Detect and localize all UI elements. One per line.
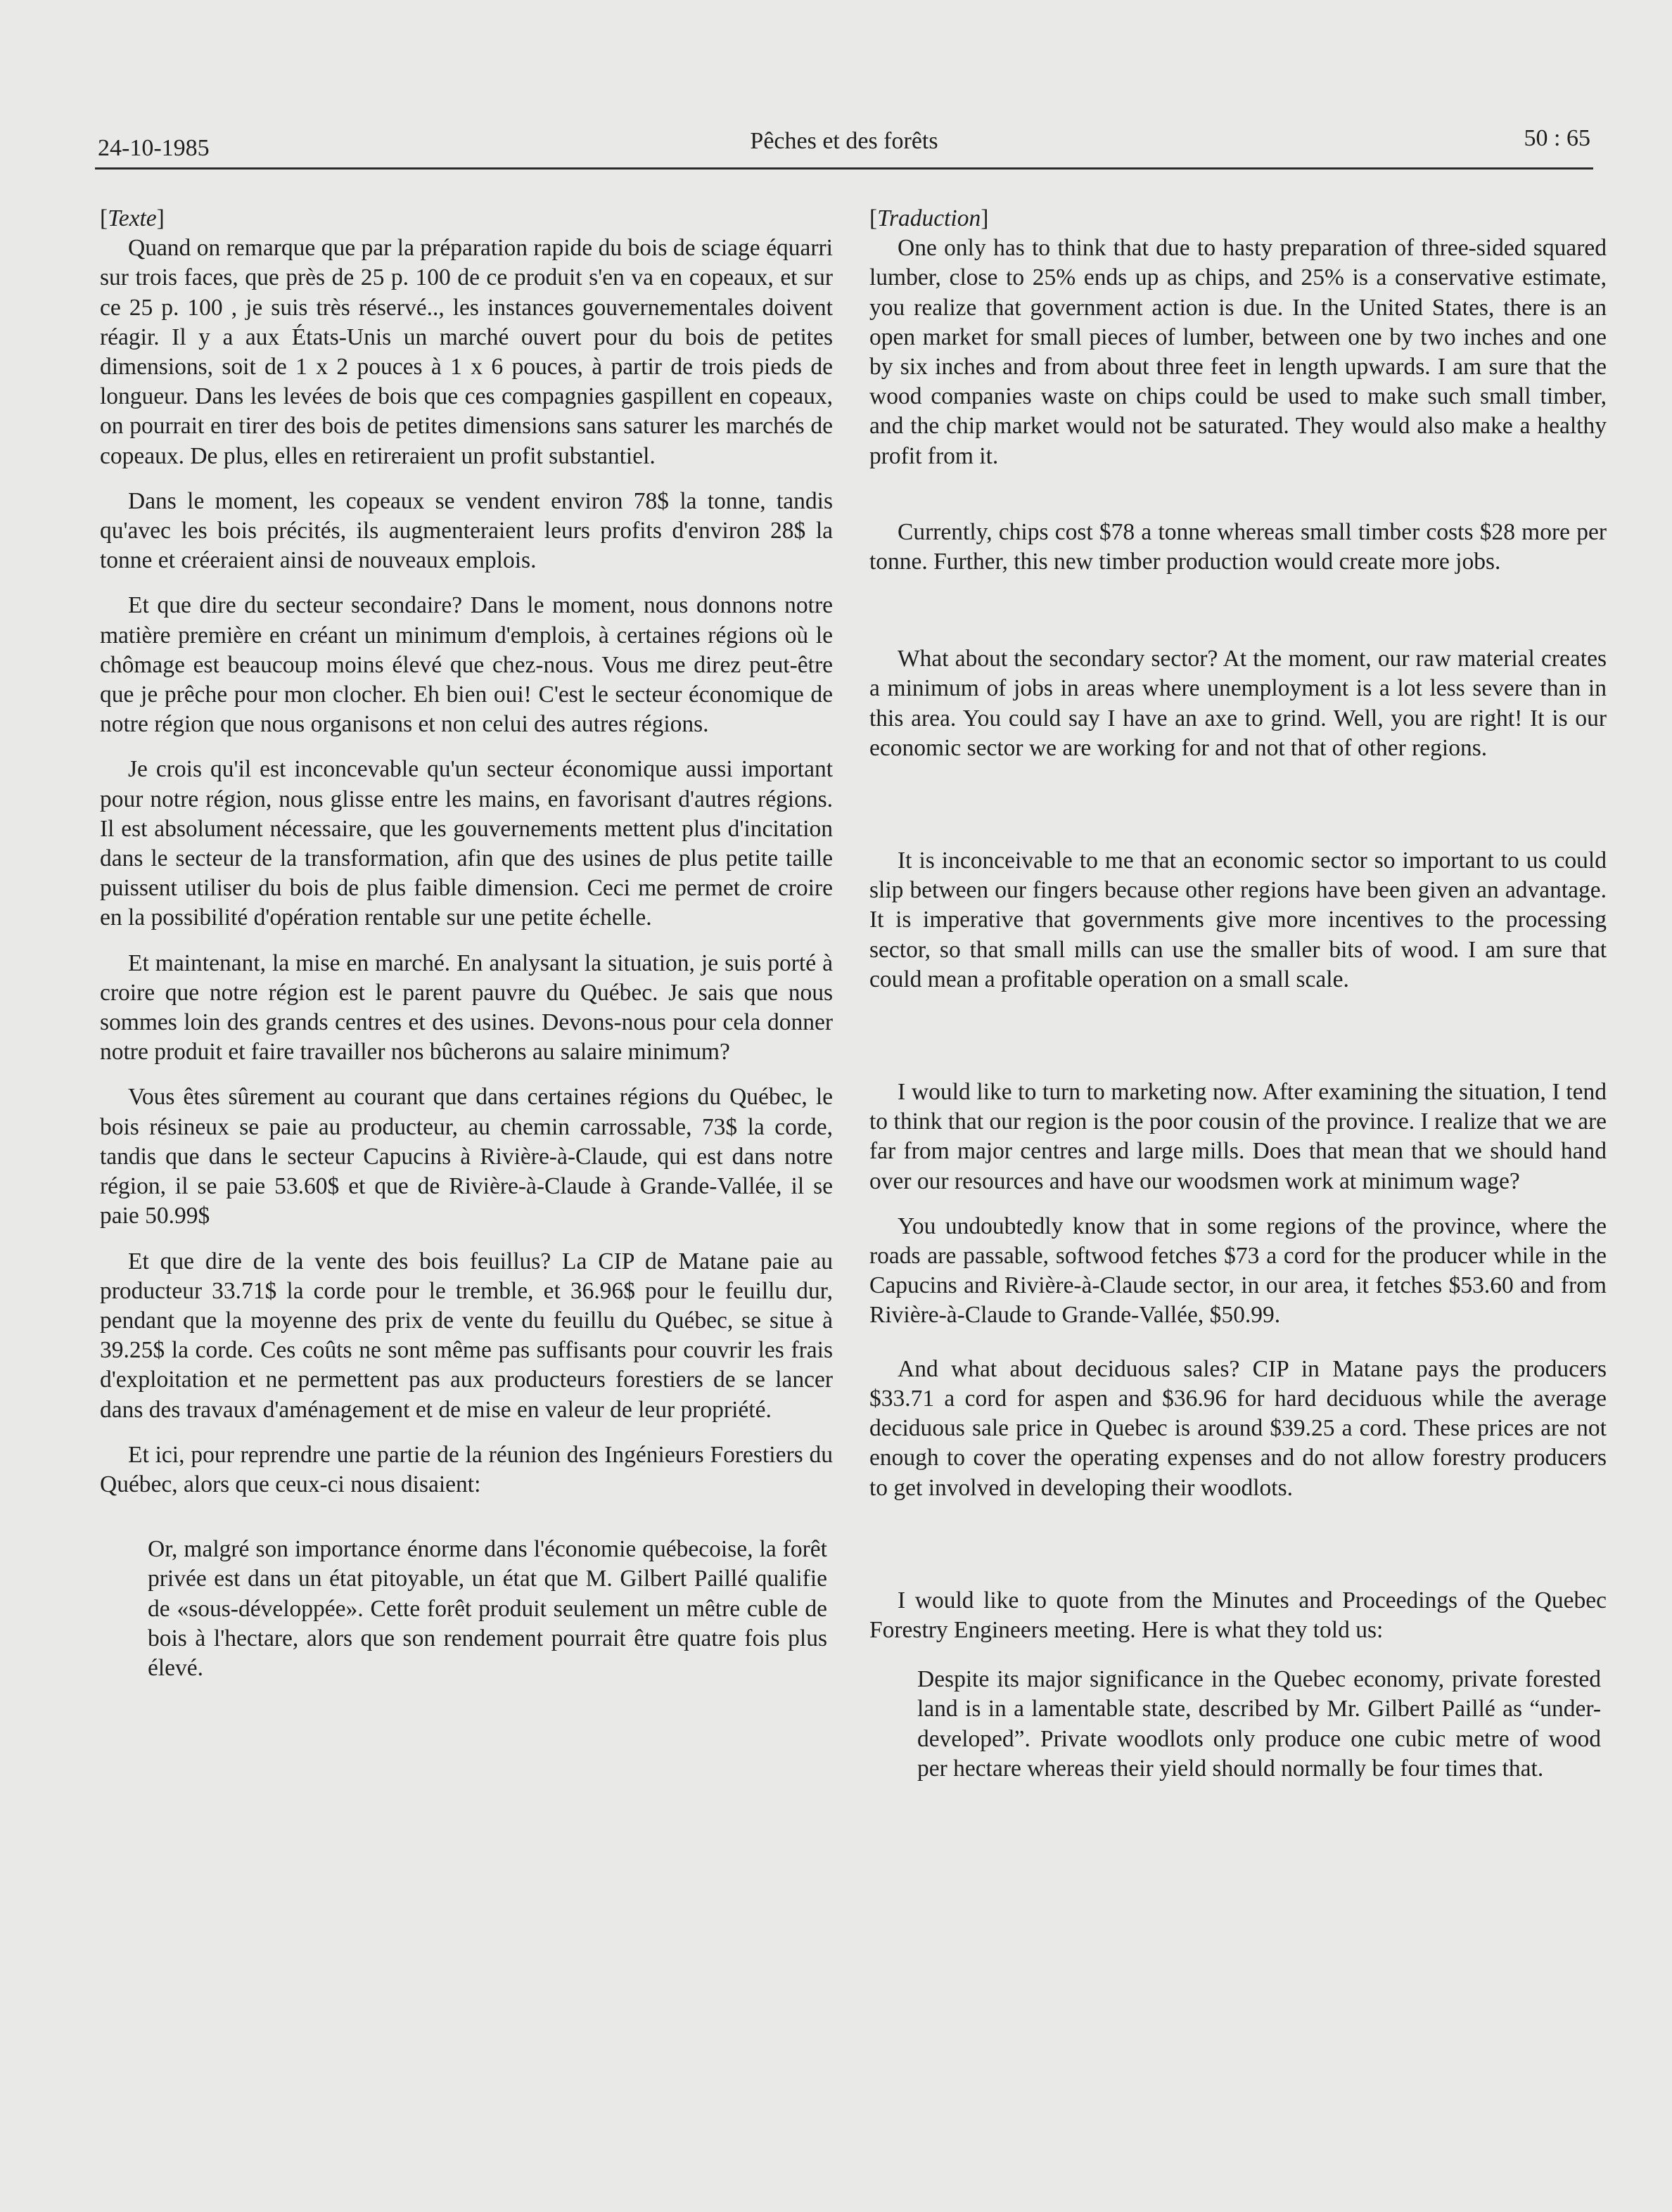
language-label: [Traduction] bbox=[869, 205, 989, 231]
paragraph: Currently, chips cost $78 a tonne whereas small timber costs $28 more per tonne. Further, this new timber production would create more jobs. bbox=[869, 518, 1607, 575]
header-page-number: 50 : 65 bbox=[1524, 125, 1590, 151]
paragraph: Et que dire du secteur secondaire? Dans le moment, nous donnons notre matière première en créant un minimum d'emplois, à certaines régions où le chômage est beaucoup moins élevé que chez-nous. Vous me direz peut-être que je prêche pour mon clocher. Eh bien oui! C'est le secteur économique de notre région que nous organisons et non celui des autres régions. bbox=[100, 592, 833, 738]
paragraph: Et maintenant, la mise en marché. En analysant la situation, je suis porté à croire que notre région est le parent pauvre du Québec. Je sais que nous sommes loin des grands centres et des usines. Devons-nous pour cela donner notre produit et faire travailler nos bûcherons au salaire minimum? bbox=[100, 950, 833, 1066]
block-quote: Despite its major significance in the Quebec economy, private forested land is in a lamentable state, described by Mr. Gilbert Paillé as “under-developed”. Private woodlots only produce one cubic metre of wood per hectare whereas their yield should normally be four times that. bbox=[917, 1666, 1601, 1782]
paragraph: What about the secondary sector? At the moment, our raw material creates a minimum of jobs in areas where unemployment is a lot less severe than in this area. You could say I have an axe to grind. Well, you are right! It is our economic sector we are working for and not that of other regions. bbox=[869, 646, 1607, 761]
header-title: Pêches et des forêts bbox=[750, 128, 938, 154]
paragraph: Quand on remarque que par la préparation rapide du bois de sciage équarri sur trois faces, que près de 25 p. 100 de ce produit s'en va en copeaux, et sur ce 25 p. 100 , je suis très réservé.., les instances gouvernementales doivent réagir. Il y a aux États-Unis un marché ouvert pour du bois de petites dimensions, soit de 1 x 2 pouces à 1 x 6 pouces, à partir de trois pieds de longueur. Dans les levées de bois que ces compagnies gaspillent en copeaux, on pourrait en tirer des bois de petites dimensions sans saturer les marchés de copeaux. De plus, elles en retireraient un profit substantiel. bbox=[100, 235, 833, 469]
paragraph: And what about deciduous sales? CIP in Matane pays the producers $33.71 a cord for aspen and $36.96 for hard deciduous while the average deciduous sale price in Quebec is around $39.25 a cord. These prices are not enough to cover the operating expenses and do not allow forestry producers to get involved in developing their woodlots. bbox=[869, 1355, 1607, 1501]
english-column bbox=[869, 204, 1607, 1784]
paragraph: It is inconceivable to me that an economic sector so important to us could slip between our fingers because other regions have been given an advantage. It is imperative that governments give more incentives to the processing sector, so that small mills can use the smaller bits of wood. I am sure that could mean a profitable operation on a small scale. bbox=[869, 848, 1607, 992]
paragraph: Et que dire de la vente des bois feuillus? La CIP de Matane paie au producteur 33.71$ la corde pour le tremble, et 36.96$ pour le feuillu dur, pendant que la moyenne des prix de vente du feuillu du Québec, se situe à 39.25$ la corde. Ces coûts ne sont même pas suffisants pour couvrir les frais d'exploitation et ne permettent pas aux producteurs forestiers de se lancer dans des travaux d'aménagement et de mise en valeur de leur propriété. bbox=[100, 1248, 833, 1423]
paragraph: Je crois qu'il est inconcevable qu'un secteur économique aussi important pour notre région, nous glisse entre les mains, en favorisant d'autres régions. Il est absolument nécessaire, que les gouvernements mettent plus d'incitation dans le secteur de la transformation, afin que des usines de plus petite taille puissent utiliser du bois de plus faible dimension. Ceci me permet de croire en la possibilité d'opération rentable sur une petite échelle. bbox=[100, 756, 833, 931]
paragraph: I would like to turn to marketing now. After examining the situation, I tend to think that our region is the poor cousin of the province. I realize that we are far from major centres and large mills. Does that mean that we should hand over our resources and have our woodsmen work at minimum wage? bbox=[869, 1079, 1607, 1194]
page-header bbox=[95, 125, 1593, 170]
french-column bbox=[100, 204, 833, 1683]
paragraph: Dans le moment, les copeaux se vendent environ 78$ la tonne, tandis qu'avec les bois précités, ils augmenteraient leurs profits d'environ 28$ la tonne et créeraient ainsi de nouveaux emplois. bbox=[100, 487, 833, 574]
block-quote: Or, malgré son importance énorme dans l'économie québecoise, la forêt privée est dans un état pitoyable, un état que M. Gilbert Paillé qualifie de «sous-développée». Cette forêt produit seulement un mêtre cuble de bois à l'hectare, alors que son rendement pourrait être quatre fois plus élevé. bbox=[148, 1536, 827, 1681]
paragraph: Et ici, pour reprendre une partie de la réunion des Ingénieurs Forestiers du Québec, alors que ceux-ci nous disaient: bbox=[100, 1441, 833, 1497]
paragraph: Vous êtes sûrement au courant que dans certaines régions du Québec, le bois résineux se paie au producteur, au chemin carrossable, 73$ la corde, tandis que dans le secteur Capucins à Rivière-à-Claude, qui est dans notre région, il se paie 53.60$ et que de Rivière-à-Claude à Grande-Vallée, il se paie 50.99$ bbox=[100, 1084, 833, 1229]
paragraph: You undoubtedly know that in some regions of the province, where the roads are passable, softwood fetches $73 a cord for the producer while in the Capucins and Rivière-à-Claude sector, in our area, it fetches $53.60 and from Rivière-à-Claude to Grande-Vallée, $50.99. bbox=[869, 1213, 1607, 1329]
language-label: [Texte] bbox=[100, 205, 165, 231]
header-date: 24-10-1985 bbox=[98, 135, 210, 161]
paragraph: I would like to quote from the Minutes and Proceedings of the Quebec Forestry Engineers meeting. Here is what they told us: bbox=[869, 1587, 1607, 1643]
paragraph: One only has to think that due to hasty preparation of three-sided squared lumber, close to 25% ends up as chips, and 25% is a conservative estimate, you realize that government action is due. In the United States, there is an open market for small pieces of lumber, between one by two inches and one by six inches and from about three feet in length upwards. I am sure that the wood companies waste on chips could be used to make such small timber, and the chip market would not be saturated. They would also make a healthy profit from it. bbox=[869, 235, 1607, 469]
